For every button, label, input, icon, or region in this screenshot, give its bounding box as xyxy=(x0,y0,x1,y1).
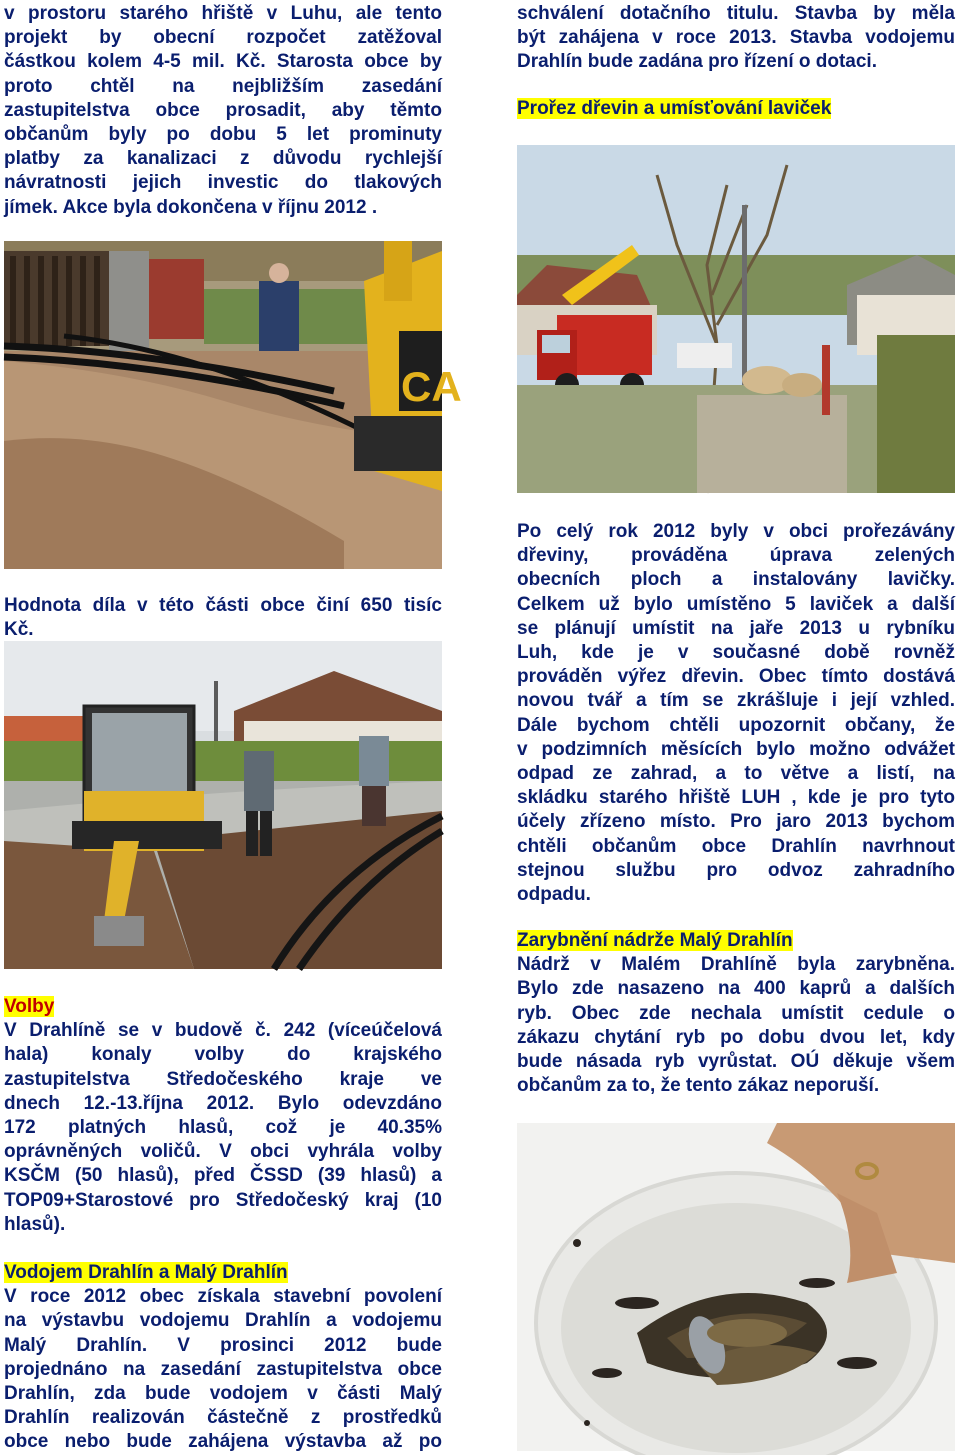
photo-carp-bucket xyxy=(517,1123,955,1451)
prorez-heading: Prořez dřevin a umísťování laviček xyxy=(517,98,832,119)
zarybneni-heading: Zarybnění nádrže Malý Drahlín xyxy=(517,930,793,951)
volby-heading: Volby xyxy=(4,996,55,1017)
vodojem-section: Vodojem Drahlín a Malý Drahlín V roce 2012 obec získala stavební povolení na výstavbu vodojemu Drahlín a vodojemu Malý Drahlín. V prosinci 2012 bude projednáno na zasedání zastupitelstva obce Drahlín, zda bude vodojem v části Malý Drahlín realizován částečně z prostředků obce nebo bude zahájena výstavba až po xyxy=(4,1262,442,1453)
photo-carp-bucket-image xyxy=(517,1123,955,1451)
photo-excavator-pipes-image xyxy=(4,241,462,569)
photo-tree-cutting-image xyxy=(517,145,955,493)
zarybneni-section: Zarybnění nádrže Malý Drahlín Nádrž v Malém Drahlíně byla zarybněna. Bylo zde nasazeno na 400 kaprů a dalších ryb. Obec zde nechala umístit cedule o zákazu chytání ryb po dobu dvou let, kdy bude násada ryb vyrůstat. OÚ děkuje všem občanům za to, že tento zákaz neporuší. xyxy=(517,930,955,1097)
photo-mini-excavator-trench xyxy=(4,641,442,969)
photo-excavator-pipes xyxy=(4,241,462,569)
prorez-heading-block xyxy=(517,97,955,121)
intro-text: v prostoru starého hřiště v Luhu, ale tento projekt by obecní rozpočet zatěžoval částkou kolem 4-5 mil. Kč. Starosta obce by proto chtěl na nejbližším zasedání zastupitelstva obce prosadit, aby těmto občanům byly po dobu 5 let prominuty platby za kanalizaci z důvodu rychlejší návratnosti jejich investic do tlakových jímek. Akce byla dokončena v říjnu 2012 . xyxy=(4,3,442,218)
works-value-paragraph xyxy=(4,594,442,642)
works-value-text: Hodnota díla v této části obce činí 650 tisíc Kč. xyxy=(4,595,442,641)
intro-paragraph xyxy=(4,2,442,220)
photo-tree-cutting xyxy=(517,145,955,493)
vodojem-continuation: schválení dotačního titulu. Stavba by měla být zahájena v roce 2013. Stavba vodojemu Drahlín bude zadána pro řízení o dotaci. xyxy=(517,3,955,73)
prorez-paragraph: Po celý rok 2012 byly v obci prořezávány dřeviny, prováděna úprava zelených obecních ploch a instalovány lavičky. Celkem už bylo umístěno 5 laviček a další se plánují umístit na jaře 2013 u rybníku Luh, kde je v současné době rovněž prováděn výřez dřevin. Obec tímto dostává novou tvář a tím se zkrášluje i její vzhled. Dále bychom chtěli upozornit občany, že v podzimních měsících bylo možno odvážet odpad ze zahrad, a to větve a listí, na skládku starého hřiště LUH , kde je pro tyto účely zřízeno místo. Pro jaro 2013 bychom chtěli občanům obce Drahlín navrhnout stejnou službu pro odvoz zahradního odpadu. xyxy=(517,521,955,906)
volby-section: Volby V Drahlíně se v budově č. 242 (víceúčelová hala) konaly volby do krajského zastupitelstva Středočeského kraje ve dnech 12.-13.října 2012. Bylo odevzdáno 172 platných hlasů, což je 40.35% oprávněných voličů. V obci vyhrála volby KSČM (50 hlasů), před ČSSD (39 hlasů) a TOP09+Starostové pro Středočeský kraj (10 hlasů). xyxy=(4,996,442,1235)
photo-mini-excavator-trench-image xyxy=(4,641,442,969)
excavator-brand-text: CA xyxy=(401,363,462,410)
vodojem-heading: Vodojem Drahlín a Malý Drahlín xyxy=(4,1262,288,1283)
